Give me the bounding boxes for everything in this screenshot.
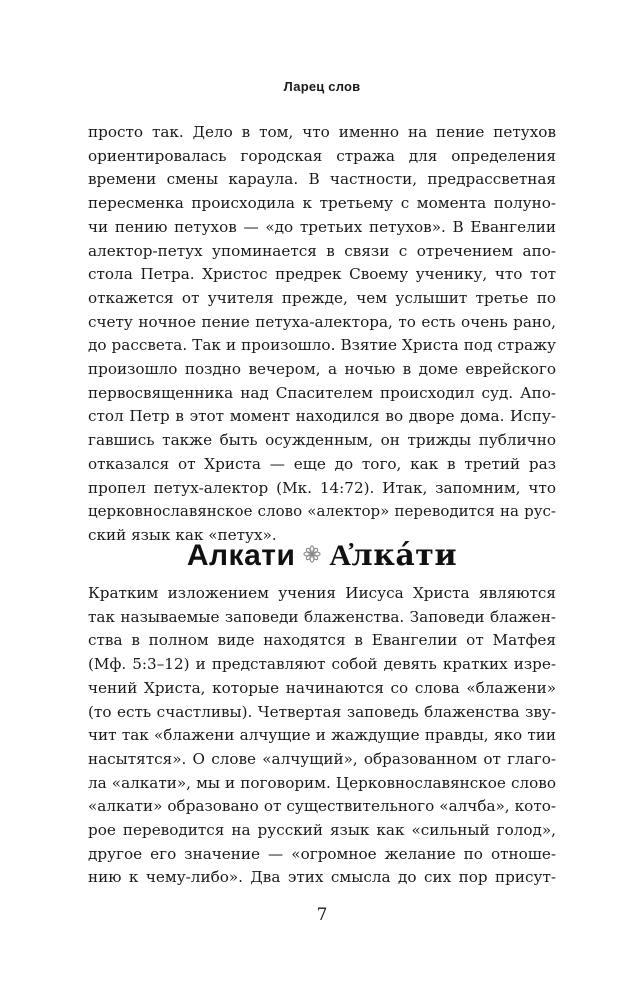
text-line: откажется от учителя прежде, чем услышит третье по xyxy=(88,288,556,307)
text-line: алектор-петух упоминается в связи с отречением апо- xyxy=(88,241,556,260)
text-line: пропел петух-алектор (Мк. 14:72). Итак, запомним, что xyxy=(88,478,556,497)
text-line: ства в полном виде находятся в Евангелии от Матфея xyxy=(88,631,556,650)
text-line: счету ночное пение петуха-алектора, то есть очень рано, xyxy=(88,312,556,331)
text-line: произошло поздно вечером, а ночью в доме еврейского xyxy=(88,360,556,379)
heading-slavonic-word: А҆лка́ти xyxy=(329,538,458,573)
flower-ornament-icon xyxy=(303,536,321,572)
text-line: отказался от Христа — еще до того, как в третий раз xyxy=(88,454,556,473)
text-line: (Мф. 5:3–12) и представляют собой девять кратких изре- xyxy=(88,655,556,674)
text-line: ский язык как «петух». xyxy=(88,525,277,544)
text-line: времени смены караула. В частности, предрассветная xyxy=(88,170,556,189)
text-line: первосвященника над Спасителем происходил суд. Апо- xyxy=(88,383,556,402)
page-number: 7 xyxy=(316,905,328,925)
text-line: стола Петра. Христос предрек Своему ученику, что тот xyxy=(88,265,556,284)
text-line: чит так «блажени алчущие и жаждущие правды, яко тии xyxy=(88,726,556,745)
text-line: насытятся». О слове «алчущий», образованном от глаго- xyxy=(88,749,556,768)
text-line: гавшись также быть осужденным, он трижды публично xyxy=(88,431,556,450)
paragraph-2 xyxy=(88,582,556,890)
text-line: ориентировалась городская стража для определения xyxy=(88,146,556,165)
heading-word: Алкати xyxy=(186,539,296,572)
text-line: до рассвета. Так и произошло. Взятие Христа под стражу xyxy=(88,336,556,355)
text-line: чений Христа, которые начинаются со слова «блажени» xyxy=(88,678,556,697)
text-line: (то есть счастливы). Четвертая заповедь блаженства зву- xyxy=(88,702,556,721)
text-line: так называемые заповеди блаженства. Заповеди блажен- xyxy=(88,607,556,626)
section-heading xyxy=(0,538,644,575)
text-line: рое переводится на русский язык как «сильный голод», xyxy=(88,821,556,840)
paragraph-1 xyxy=(88,121,556,548)
text-line: ла «алкати», мы и поговорим. Церковнославянское слово xyxy=(88,773,556,792)
running-head: Ларец слов xyxy=(283,79,361,94)
text-line: чи пению петухов — «до третьих петухов». В Евангелии xyxy=(88,217,556,236)
text-line: нию к чему-либо». Два этих смысла до сих пор присут- xyxy=(88,868,556,887)
text-line: «алкати» образовано от существительного «алчба», кото- xyxy=(88,797,556,816)
text-line: Кратким изложением учения Иисуса Христа являются xyxy=(88,584,556,602)
text-line: стол Петр в этот момент находился во дворе дома. Испу- xyxy=(88,407,556,426)
text-line: другое его значение — «огромное желание по отноше- xyxy=(88,844,556,863)
text-line: пересменка происходила к третьему с момента полуно- xyxy=(88,194,556,213)
text-line: просто так. Дело в том, что именно на пение петухов xyxy=(88,123,556,141)
text-line: церковнославянское слово «алектор» переводится на рус- xyxy=(88,502,556,521)
